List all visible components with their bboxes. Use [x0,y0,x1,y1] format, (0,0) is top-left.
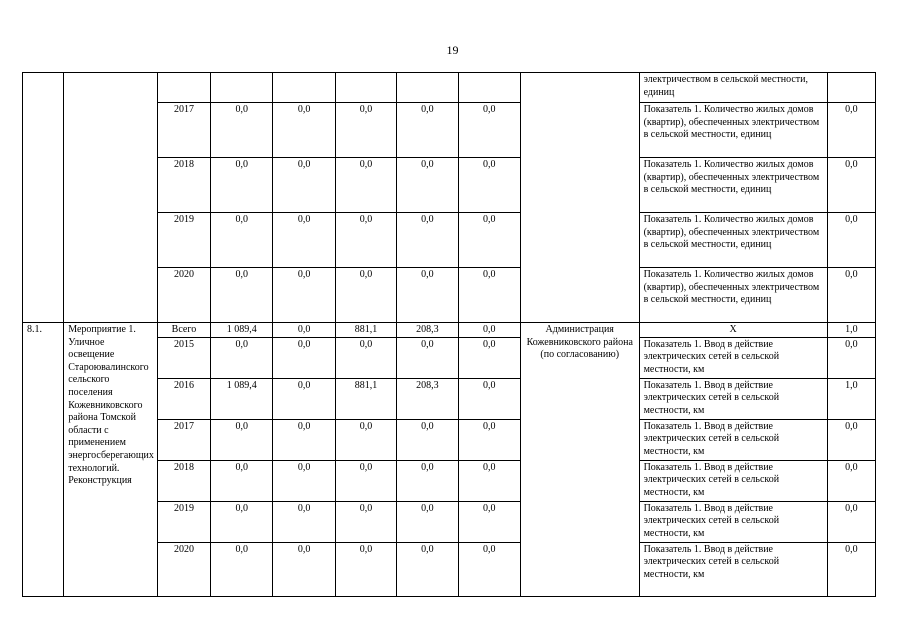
value-cell: 0,0 [397,103,458,158]
value-cell: 0,0 [335,501,396,542]
value-cell: 0,0 [397,213,458,268]
value-cell: 0,0 [211,103,273,158]
value-cell: 0,0 [273,268,335,323]
year-cell: 2017 [157,103,210,158]
value-cell: 0,0 [211,337,273,378]
indicator-text: Х [639,323,827,338]
value-cell: 0,0 [458,213,520,268]
indicator-text: Показатель 1. Ввод в действие электрических сетей в сельской местности, км [639,337,827,378]
year-cell: 2018 [157,460,210,501]
value-cell: 0,0 [273,337,335,378]
value-cell: 0,0 [273,378,335,419]
indicator-value: 1,0 [827,323,875,338]
value-cell: 0,0 [397,337,458,378]
value-cell: 0,0 [458,378,520,419]
value-cell: 0,0 [211,268,273,323]
value-cell: 1 089,4 [211,323,273,338]
indicator-text: Показатель 1. Количество жилых домов (квартир), обеспеченных электричеством в сельской местности, единиц [639,158,827,213]
value-cell: 0,0 [211,158,273,213]
value-cell: 0,0 [335,419,396,460]
indicator-value: 0,0 [827,268,875,323]
total-label: Всего [157,323,210,338]
value-cell: 0,0 [335,337,396,378]
value-cell: 0,0 [273,460,335,501]
value-cell: 0,0 [273,158,335,213]
indicator-value: 0,0 [827,158,875,213]
value-cell: 0,0 [458,268,520,323]
value-cell: 0,0 [273,213,335,268]
value-cell: 0,0 [397,460,458,501]
value-cell: 0,0 [397,501,458,542]
indicator-text: Показатель 1. Ввод в действие электрических сетей в сельской местности, км [639,460,827,501]
year-cell: 2019 [157,213,210,268]
value-cell: 0,0 [273,501,335,542]
indicator-value: 0,0 [827,542,875,596]
value-cell: 0,0 [211,419,273,460]
indicator-text: Показатель 1. Ввод в действие электрических сетей в сельской местности, км [639,378,827,419]
indicator-value: 0,0 [827,337,875,378]
indicator-text: Показатель 1. Ввод в действие электрических сетей в сельской местности, км [639,419,827,460]
year-cell: 2020 [157,542,210,596]
value-cell: 0,0 [273,419,335,460]
value-cell: 208,3 [397,378,458,419]
value-cell: 881,1 [335,323,396,338]
indicator-text: Показатель 1. Количество жилых домов (квартир), обеспеченных электричеством в сельской местности, единиц [639,213,827,268]
value-cell: 0,0 [458,501,520,542]
value-cell: 0,0 [397,158,458,213]
indicator-text: Показатель 1. Ввод в действие электрических сетей в сельской местности, км [639,501,827,542]
indicator-value: 0,0 [827,460,875,501]
value-cell: 0,0 [335,268,396,323]
year-cell: 2017 [157,419,210,460]
value-cell: 0,0 [211,460,273,501]
value-cell: 0,0 [273,323,335,338]
value-cell: 0,0 [335,213,396,268]
value-cell: 0,0 [458,103,520,158]
indicator-text: электричеством в сельской местности, единиц [639,73,827,103]
event-description: Мероприятие 1. Уличное освещение Староювалинского сельского поселения Кожевниковского района Томской области с применением энергосберегающих технологий. Реконструкция [64,323,158,597]
value-cell: 0,0 [458,158,520,213]
program-table [22,72,876,597]
value-cell: 0,0 [458,419,520,460]
value-cell: 0,0 [458,460,520,501]
indicator-text: Показатель 1. Ввод в действие электрических сетей в сельской местности, км [639,542,827,596]
indicator-value: 1,0 [827,378,875,419]
indicator-text: Показатель 1. Количество жилых домов (квартир), обеспеченных электричеством в сельской местности, единиц [639,103,827,158]
value-cell: 0,0 [273,542,335,596]
value-cell: 0,0 [211,213,273,268]
table-row [23,323,876,338]
year-cell: 2015 [157,337,210,378]
empty-cell [64,73,158,323]
indicator-text: Показатель 1. Количество жилых домов (квартир), обеспеченных электричеством в сельской местности, единиц [639,268,827,323]
empty-cell [520,73,639,323]
value-cell: 0,0 [458,323,520,338]
year-cell: 2018 [157,158,210,213]
empty-cell [23,73,64,323]
year-cell: 2020 [157,268,210,323]
value-cell: 0,0 [211,501,273,542]
value-cell: 881,1 [335,378,396,419]
item-number: 8.1. [23,323,64,597]
year-cell: 2016 [157,378,210,419]
executor: Администрация Кожевниковского района (по согласованию) [520,323,639,597]
indicator-value: 0,0 [827,501,875,542]
value-cell: 0,0 [335,542,396,596]
page-number: 19 [446,43,459,57]
indicator-value: 0,0 [827,213,875,268]
value-cell: 0,0 [211,542,273,596]
table-row [23,73,876,103]
value-cell: 0,0 [273,103,335,158]
year-cell: 2019 [157,501,210,542]
value-cell: 0,0 [397,268,458,323]
value-cell: 0,0 [397,419,458,460]
value-cell: 0,0 [335,158,396,213]
value-cell: 0,0 [458,542,520,596]
indicator-value: 0,0 [827,419,875,460]
value-cell: 0,0 [335,103,396,158]
indicator-value: 0,0 [827,103,875,158]
value-cell: 0,0 [335,460,396,501]
value-cell: 0,0 [397,542,458,596]
value-cell: 0,0 [458,337,520,378]
value-cell: 1 089,4 [211,378,273,419]
value-cell: 208,3 [397,323,458,338]
